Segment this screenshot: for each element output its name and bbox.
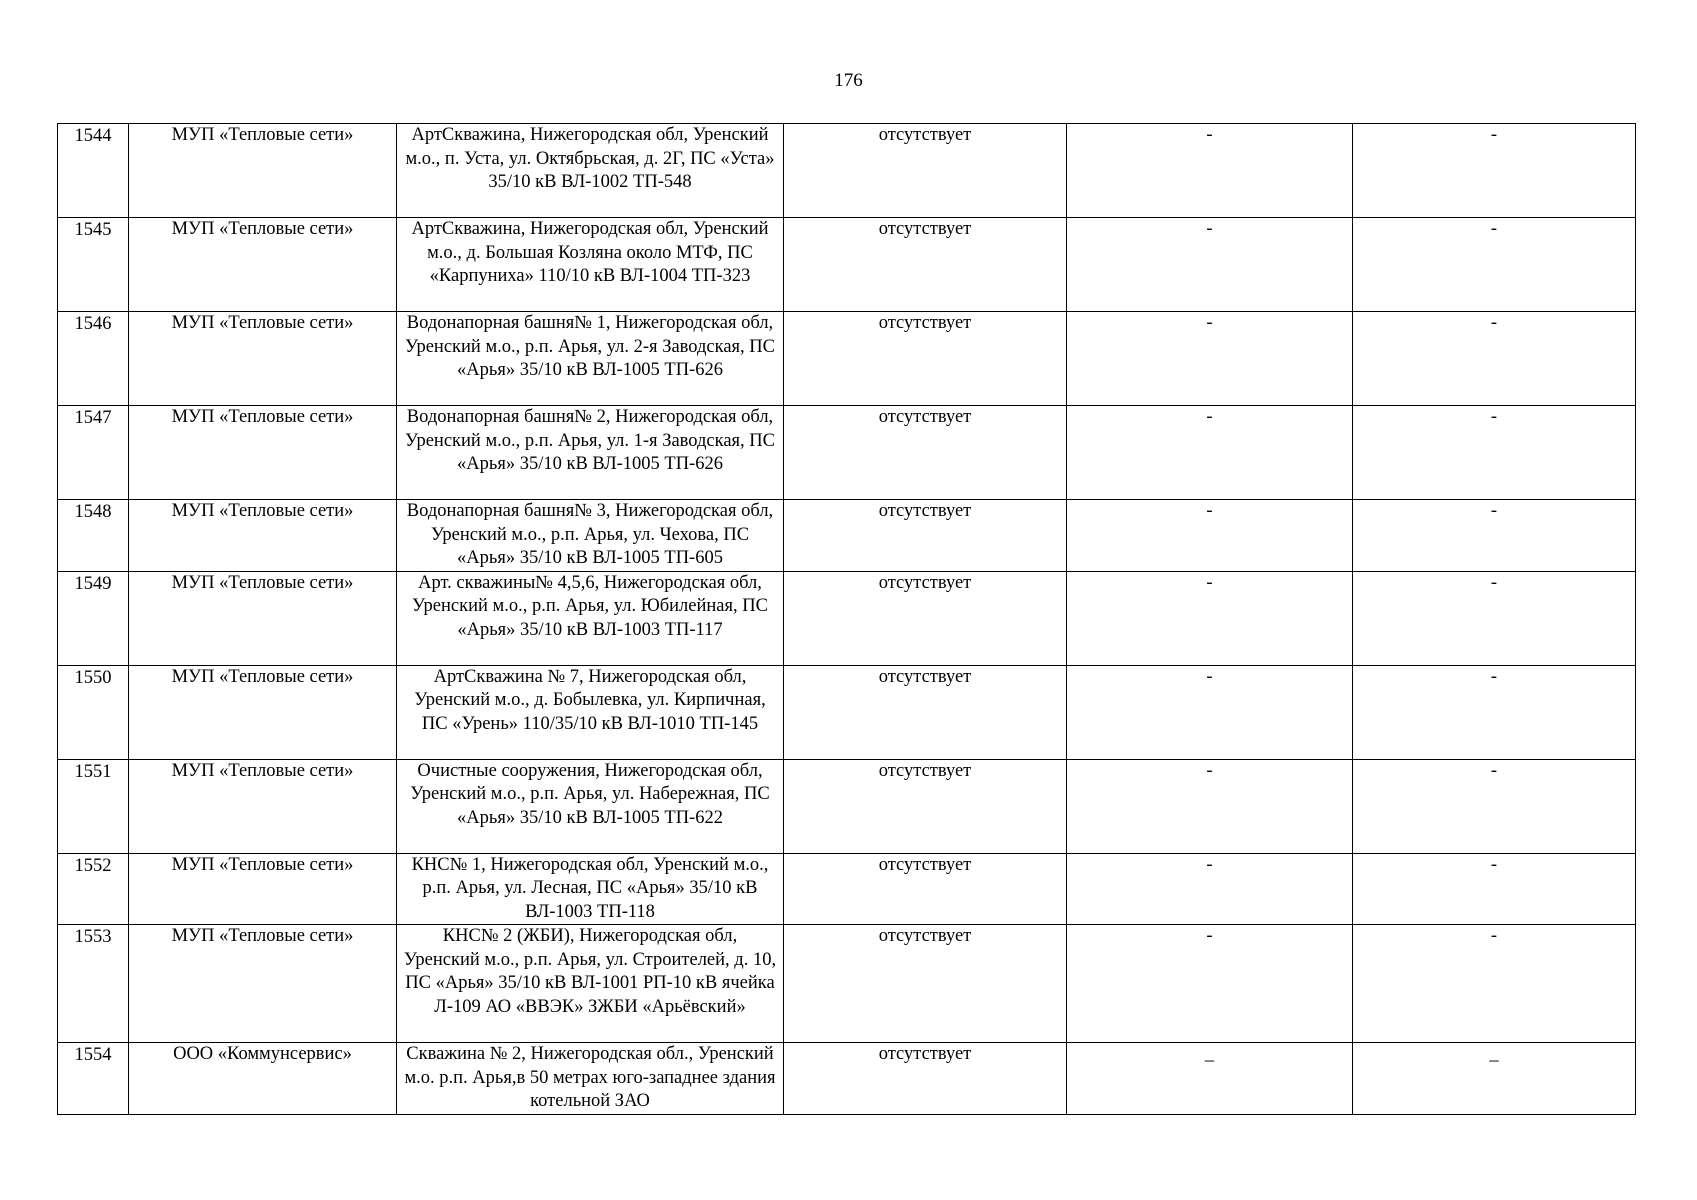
value-cell-6: - [1353, 312, 1636, 406]
table-row [58, 571, 1636, 665]
location-cell: Водонапорная башня№ 2, Нижегородская обл, Уренский м.о., р.п. Арья, ул. 1-я Заводская, ПС «Арья» 35/10 кВ ВЛ-1005 ТП-626 [397, 406, 784, 500]
value-cell-5: - [1067, 124, 1353, 218]
row-number: 1550 [58, 665, 129, 759]
value-cell-6: - [1353, 218, 1636, 312]
value-cell-5: - [1067, 571, 1353, 665]
location-cell: Скважина № 2, Нижегородская обл., Уренский м.о. р.п. Арья,в 50 метрах юго-западнее здания котельной ЗАО [397, 1043, 784, 1115]
organization-cell: МУП «Тепловые сети» [129, 853, 397, 925]
value-cell-5: _ [1067, 1043, 1353, 1115]
organization-cell: МУП «Тепловые сети» [129, 124, 397, 218]
value-cell-6: - [1353, 853, 1636, 925]
value-cell-6: - [1353, 500, 1636, 572]
status-cell: отсутствует [784, 218, 1067, 312]
organization-cell: МУП «Тепловые сети» [129, 500, 397, 572]
registry-table [57, 123, 1636, 1115]
value-cell-6: - [1353, 406, 1636, 500]
table-row [58, 312, 1636, 406]
row-number: 1551 [58, 759, 129, 853]
status-cell: отсутствует [784, 312, 1067, 406]
location-cell: КНС№ 1, Нижегородская обл, Уренский м.о., р.п. Арья, ул. Лесная, ПС «Арья» 35/10 кВ ВЛ-1003 ТП-118 [397, 853, 784, 925]
value-cell-5: - [1067, 925, 1353, 1043]
status-cell: отсутствует [784, 853, 1067, 925]
value-cell-6: - [1353, 665, 1636, 759]
location-cell: Очистные сооружения, Нижегородская обл, Уренский м.о., р.п. Арья, ул. Набережная, ПС «Арья» 35/10 кВ ВЛ-1005 ТП-622 [397, 759, 784, 853]
table-row [58, 406, 1636, 500]
status-cell: отсутствует [784, 124, 1067, 218]
table-row [58, 500, 1636, 572]
value-cell-5: - [1067, 665, 1353, 759]
table-row [58, 1043, 1636, 1115]
table-row [58, 665, 1636, 759]
table-row [58, 759, 1636, 853]
location-cell: АртСкважина, Нижегородская обл, Уренский м.о., п. Уста, ул. Октябрьская, д. 2Г, ПС «Уста» 35/10 кВ ВЛ-1002 ТП-548 [397, 124, 784, 218]
organization-cell: МУП «Тепловые сети» [129, 571, 397, 665]
status-cell: отсутствует [784, 759, 1067, 853]
organization-cell: МУП «Тепловые сети» [129, 406, 397, 500]
organization-cell: МУП «Тепловые сети» [129, 925, 397, 1043]
row-number: 1544 [58, 124, 129, 218]
value-cell-5: - [1067, 218, 1353, 312]
organization-cell: ООО «Коммунсервис» [129, 1043, 397, 1115]
status-cell: отсутствует [784, 665, 1067, 759]
organization-cell: МУП «Тепловые сети» [129, 218, 397, 312]
value-cell-5: - [1067, 853, 1353, 925]
location-cell: АртСкважина № 7, Нижегородская обл, Уренский м.о., д. Бобылевка, ул. Кирпичная, ПС «Урень» 110/35/10 кВ ВЛ-1010 ТП-145 [397, 665, 784, 759]
value-cell-6: - [1353, 925, 1636, 1043]
organization-cell: МУП «Тепловые сети» [129, 665, 397, 759]
status-cell: отсутствует [784, 1043, 1067, 1115]
organization-cell: МУП «Тепловые сети» [129, 312, 397, 406]
status-cell: отсутствует [784, 500, 1067, 572]
row-number: 1547 [58, 406, 129, 500]
value-cell-5: - [1067, 500, 1353, 572]
value-cell-5: - [1067, 312, 1353, 406]
status-cell: отсутствует [784, 571, 1067, 665]
value-cell-6: - [1353, 759, 1636, 853]
table-row [58, 853, 1636, 925]
value-cell-6: - [1353, 124, 1636, 218]
status-cell: отсутствует [784, 925, 1067, 1043]
row-number: 1549 [58, 571, 129, 665]
table-row [58, 124, 1636, 218]
value-cell-5: - [1067, 759, 1353, 853]
row-number: 1545 [58, 218, 129, 312]
value-cell-5: - [1067, 406, 1353, 500]
row-number: 1553 [58, 925, 129, 1043]
value-cell-6: - [1353, 571, 1636, 665]
row-number: 1554 [58, 1043, 129, 1115]
row-number: 1548 [58, 500, 129, 572]
table-row [58, 218, 1636, 312]
location-cell: АртСкважина, Нижегородская обл, Уренский м.о., д. Большая Козляна около МТФ, ПС «Карпуниха» 110/10 кВ ВЛ-1004 ТП-323 [397, 218, 784, 312]
location-cell: Водонапорная башня№ 1, Нижегородская обл, Уренский м.о., р.п. Арья, ул. 2-я Заводская, ПС «Арья» 35/10 кВ ВЛ-1005 ТП-626 [397, 312, 784, 406]
row-number: 1552 [58, 853, 129, 925]
row-number: 1546 [58, 312, 129, 406]
location-cell: КНС№ 2 (ЖБИ), Нижегородская обл, Уренский м.о., р.п. Арья, ул. Строителей, д. 10, ПС «Арья» 35/10 кВ ВЛ-1001 РП-10 кВ ячейка Л-109 АО «ВВЭК» ЗЖБИ «Арьёвский» [397, 925, 784, 1043]
location-cell: Водонапорная башня№ 3, Нижегородская обл, Уренский м.о., р.п. Арья, ул. Чехова, ПС «Арья» 35/10 кВ ВЛ-1005 ТП-605 [397, 500, 784, 572]
table-row [58, 925, 1636, 1043]
organization-cell: МУП «Тепловые сети» [129, 759, 397, 853]
page-number: 176 [834, 70, 863, 91]
status-cell: отсутствует [784, 406, 1067, 500]
value-cell-6: _ [1353, 1043, 1636, 1115]
location-cell: Арт. скважины№ 4,5,6, Нижегородская обл, Уренский м.о., р.п. Арья, ул. Юбилейная, ПС «Арья» 35/10 кВ ВЛ-1003 ТП-117 [397, 571, 784, 665]
